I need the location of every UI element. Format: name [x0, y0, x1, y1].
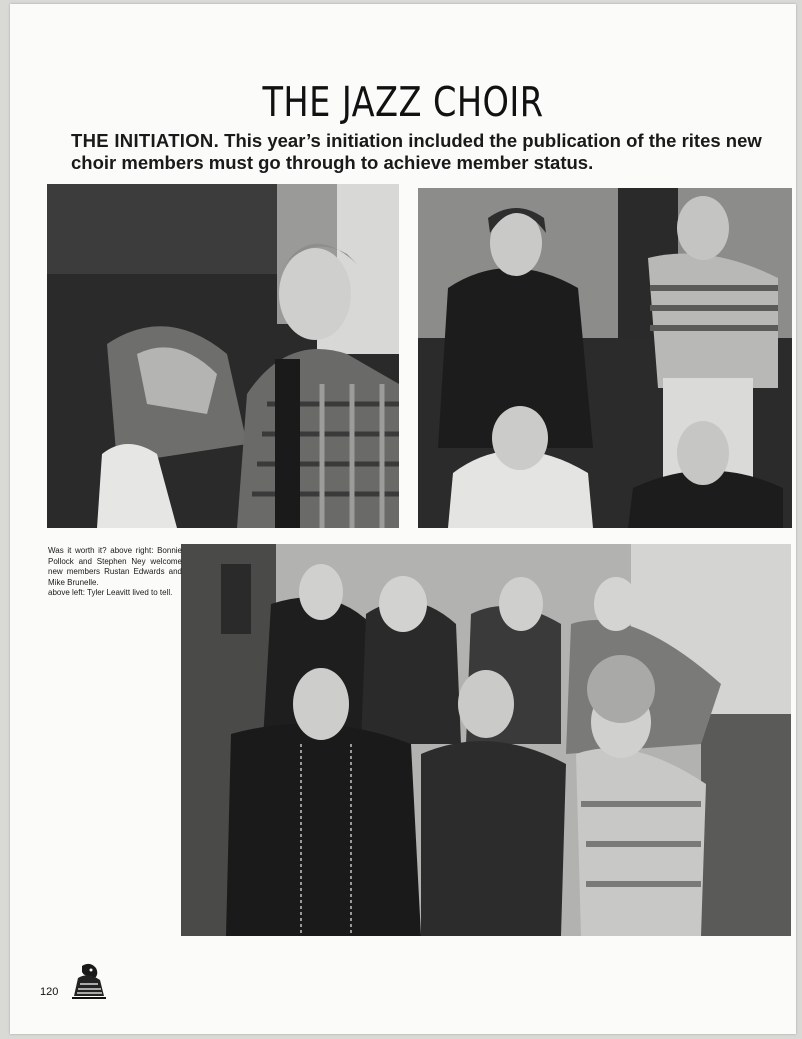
mascot-logo-icon	[68, 962, 110, 1000]
photo-bottom-group	[181, 544, 791, 936]
photo-top-right-image	[418, 188, 792, 528]
headline-lead: THE INITIATION.	[71, 130, 220, 151]
yearbook-page	[10, 4, 796, 1034]
caption-left: above left: Tyler Leavitt lived to tell.	[48, 588, 173, 597]
photo-bottom-group-image	[181, 544, 791, 936]
page-title: THE JAZZ CHOIR	[262, 78, 544, 126]
photo-caption	[48, 546, 182, 599]
page-number: 120	[40, 986, 59, 998]
caption-right: Was it worth it? above right: Bonnie Pollock and Stephen Ney welcome new members Rustan Edwards and Mike Brunelle.	[48, 546, 182, 587]
photo-top-left-image	[47, 184, 399, 528]
photo-top-right	[418, 188, 792, 528]
photo-top-left	[47, 184, 399, 528]
headline	[71, 130, 786, 174]
headline-body: This year’s initiation included the publication of the rites new choir members must go through to achieve member status.	[71, 130, 762, 173]
